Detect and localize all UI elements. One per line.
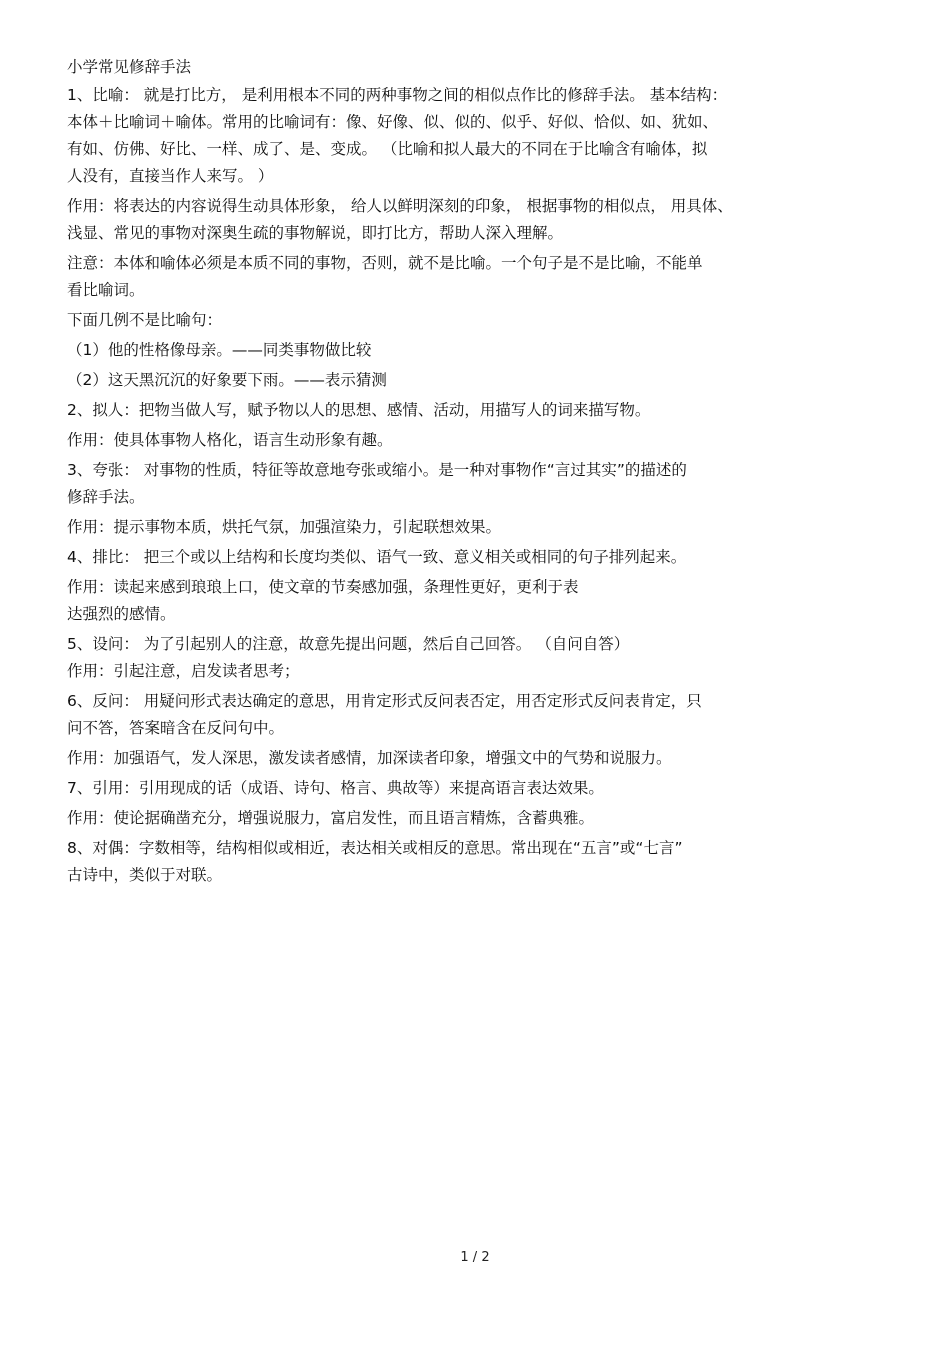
text-line: 6、反问： 用疑问形式表达确定的意思，用肯定形式反问表否定，用否定形式反问表肯定，只: [67, 692, 702, 710]
text-line: 2、拟人：把物当做人写，赋予物以人的思想、感情、活动，用描写人的词来描写物。: [67, 401, 651, 419]
example-item: （2）这天黑沉沉的好象要下雨。——表示猜测: [67, 371, 387, 389]
page-number: 1 / 2: [460, 1250, 490, 1265]
text-line: 作用：使具体事物人格化，语言生动形象有趣。: [67, 431, 393, 449]
text-line: 1、比喻： 就是打比方， 是利用根本不同的两种事物之间的相似点作比的修辞手法。 基本结构：: [67, 86, 728, 104]
text-line: 作用：使论据确凿充分，增强说服力，富启发性，而且语言精炼，含蓄典雅。: [67, 809, 595, 827]
text-line: 4、排比： 把三个或以上结构和长度均类似、语气一致、意义相关或相同的句子排列起来。: [67, 548, 687, 566]
text-line: 作用：提示事物本质，烘托气氛，加强渲染力，引起联想效果。: [67, 518, 502, 536]
text-line: 问不答，答案暗含在反问句中。: [67, 719, 285, 737]
text-line: 浅显、常见的事物对深奥生疏的事物解说，即打比方，帮助人深入理解。: [67, 224, 564, 242]
text-line: 看比喻词。: [67, 281, 145, 299]
text-line: 作用：引起注意，启发读者思考；: [67, 662, 300, 680]
text-line: 作用：将表达的内容说得生动具体形象， 给人以鲜明深刻的印象， 根据事物的相似点， 用具体、: [67, 197, 733, 215]
text-line: 作用：加强语气，发人深思，激发读者感情，加深读者印象，增强文中的气势和说服力。: [67, 749, 672, 767]
text-line: 古诗中，类似于对联。: [67, 866, 223, 884]
text-line: 修辞手法。: [67, 488, 145, 506]
text-line: 人没有，直接当作人来写。 ）: [67, 167, 274, 185]
text-line: 作用：读起来感到琅琅上口，使文章的节奏感加强，条理性更好，更利于表: [67, 578, 579, 596]
text-line: 本体＋比喻词＋喻体。常用的比喻词有：像、好像、似、似的、似乎、好似、恰似、如、犹如、: [67, 113, 719, 131]
example-item: （1）他的性格像母亲。——同类事物做比较: [67, 341, 372, 359]
text-line: 5、设问： 为了引起别人的注意，故意先提出问题，然后自己回答。 （自问自答）: [67, 635, 630, 653]
document-title: 小学常见修辞手法: [67, 58, 192, 76]
text-line: 7、引用：引用现成的话（成语、诗句、格言、典故等）来提高语言表达效果。: [67, 779, 604, 797]
text-line: 达强烈的感情。: [67, 605, 176, 623]
text-line: 有如、仿佛、好比、一样、成了、是、变成。 （比喻和拟人最大的不同在于比喻含有喻体，拟: [67, 140, 708, 158]
text-line: 3、夸张： 对事物的性质，特征等故意地夸张或缩小。是一种对事物作“言过其实”的描述的: [67, 461, 687, 479]
text-line: 下面几例不是比喻句：: [67, 311, 223, 329]
document-body: [67, 52, 887, 889]
text-line: 注意：本体和喻体必须是本质不同的事物，否则，就不是比喻。一个句子是不是比喻，不能单: [67, 254, 703, 272]
text-line: 8、对偶：字数相等，结构相似或相近，表达相关或相反的意思。常出现在“五言”或“七言”: [67, 839, 683, 857]
